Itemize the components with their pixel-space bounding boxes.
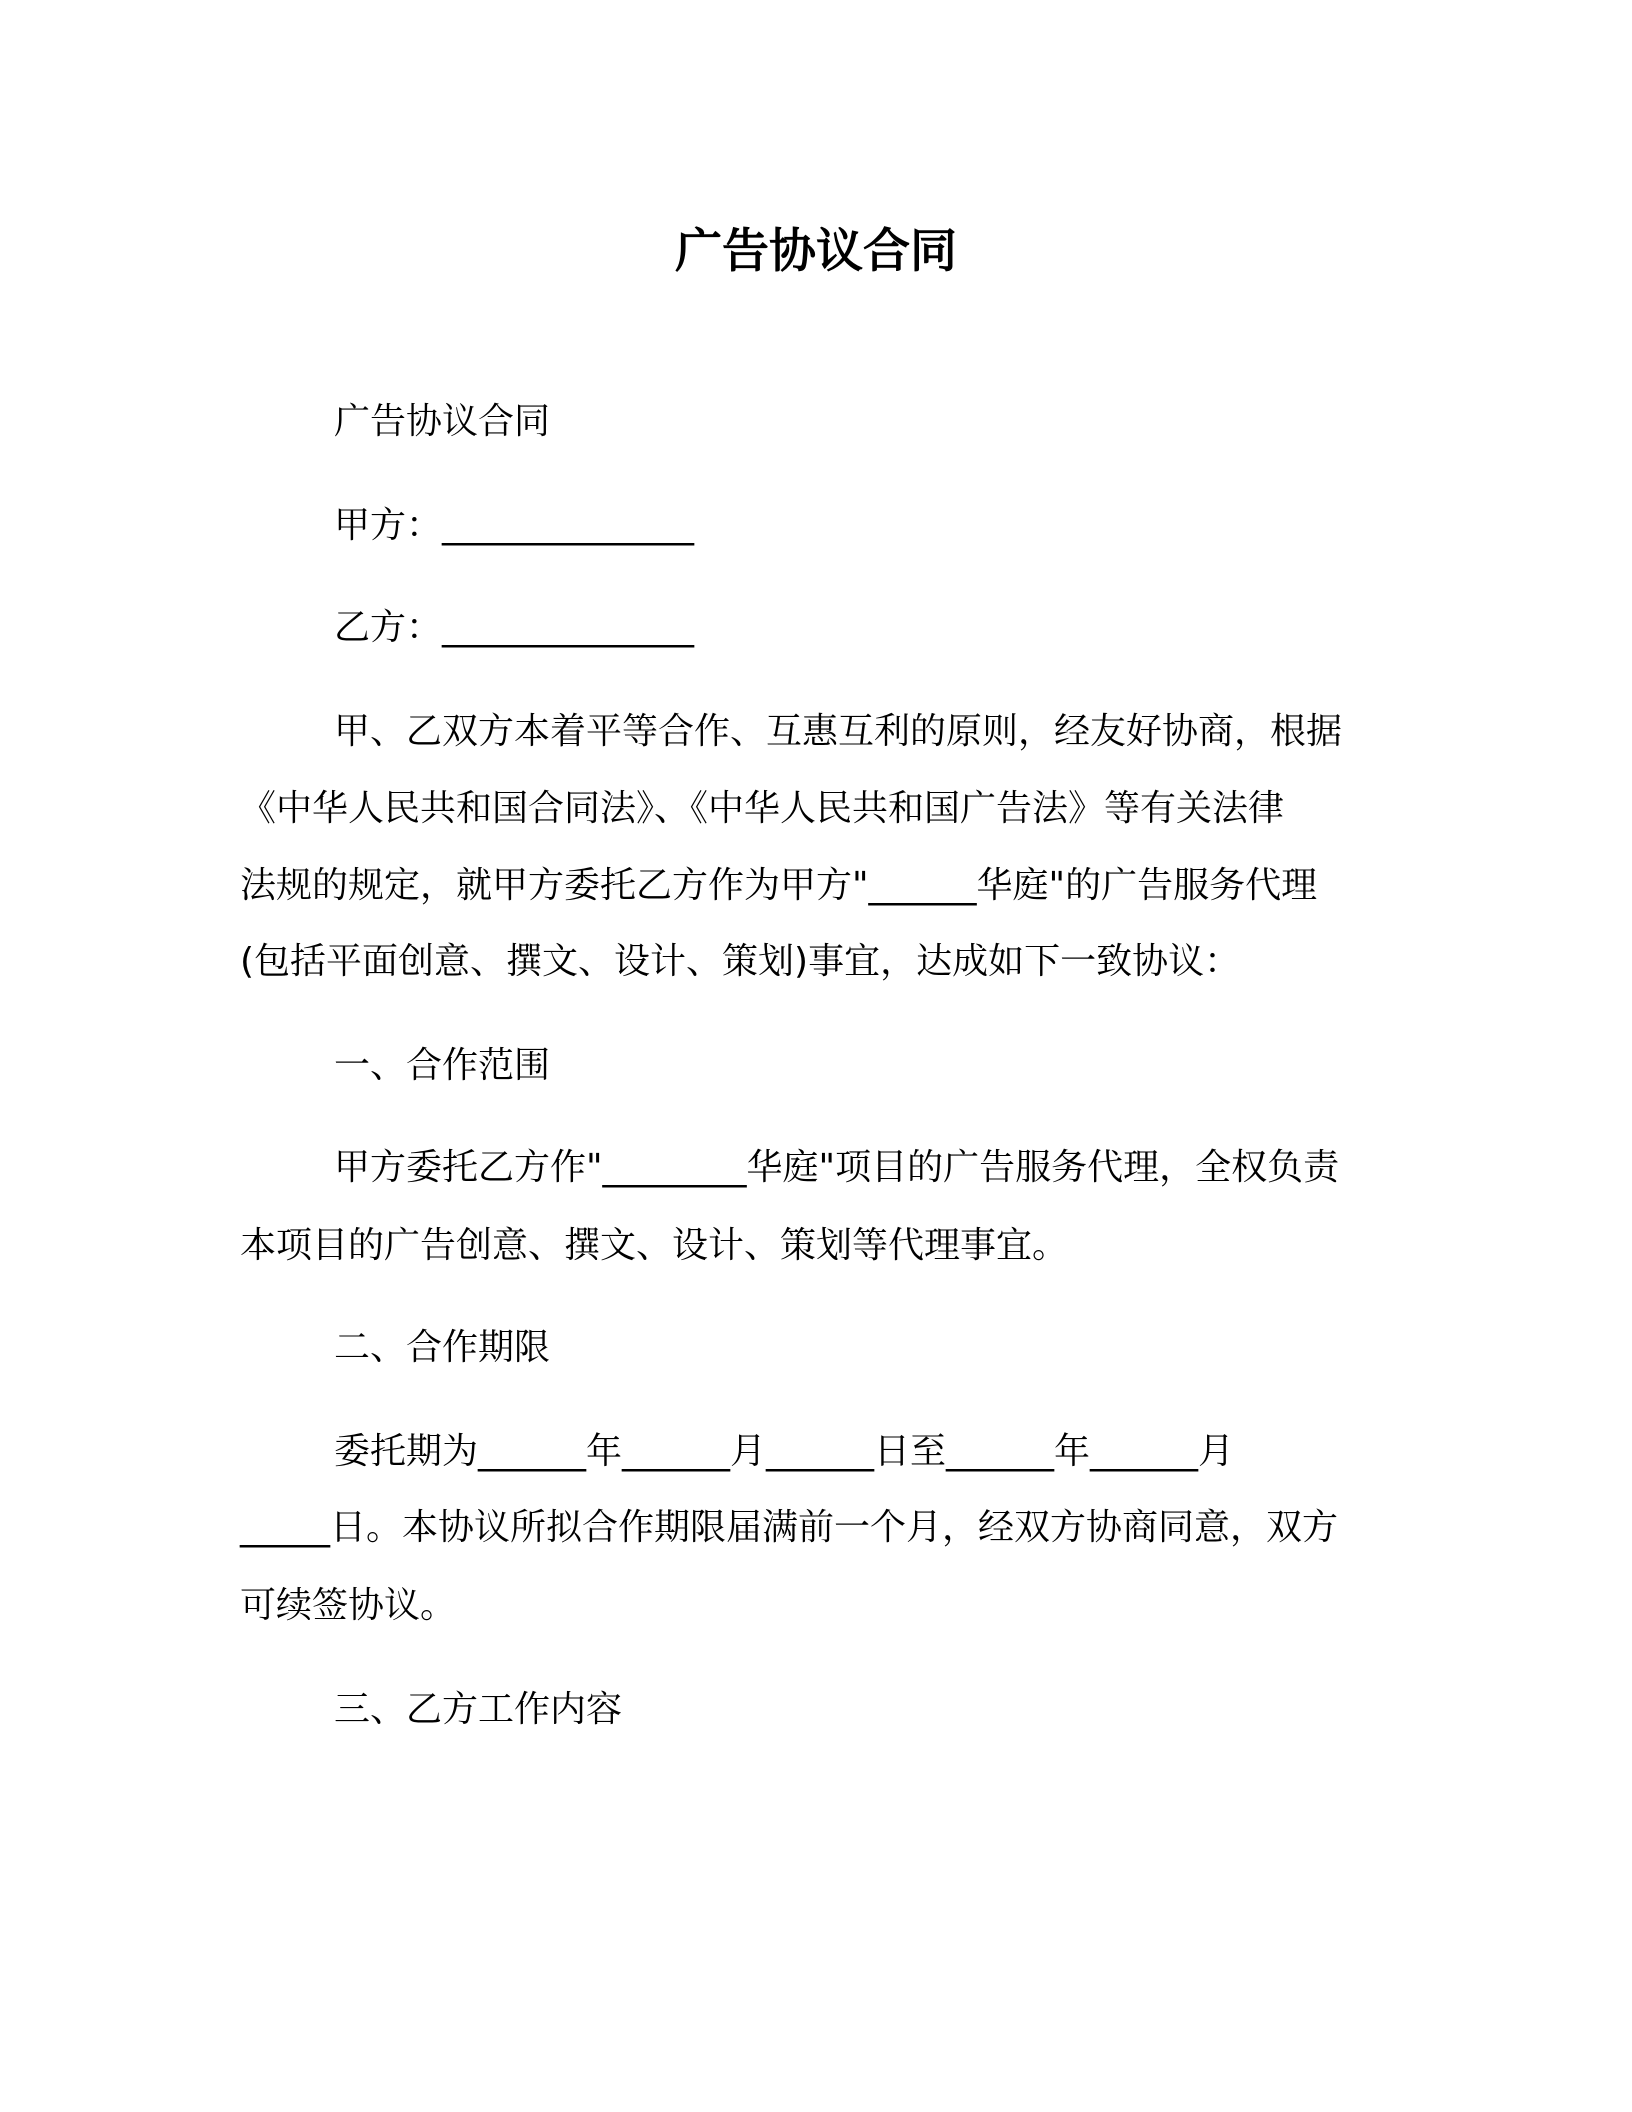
section-heading: 三、乙方工作内容 <box>334 1689 623 1730</box>
intro-line: 法规的规定，就甲方委托乙方作为甲方"______华庭"的广告服务代理 <box>240 865 1318 906</box>
party-b-line: 乙方：______________ <box>334 607 695 648</box>
section-heading: 二、合作期限 <box>334 1327 551 1368</box>
section1-body-line: 本项目的广告创意、撰文、设计、策划等代理事宜。 <box>240 1225 1069 1266</box>
section-heading: 一、合作范围 <box>334 1045 551 1086</box>
section1-body-line: 甲方委托乙方作"________华庭"项目的广告服务代理，全权负责 <box>334 1147 1340 1188</box>
document-title: 广告协议合同 <box>675 224 957 279</box>
section2-body-line: 可续签协议。 <box>240 1585 457 1626</box>
intro-line: 甲、乙双方本着平等合作、互惠互利的原则，经友好协商，根据 <box>334 711 1343 752</box>
intro-line: 《中华人民共和国合同法》、《中华人民共和国广告法》等有关法律 <box>240 788 1285 829</box>
section2-body-line: _____日。本协议所拟合作期限届满前一个月，经双方协商同意，双方 <box>240 1507 1339 1548</box>
section2-body-line: 委托期为______年______月______日至______年______月 <box>334 1431 1235 1472</box>
document-subtitle: 广告协议合同 <box>334 401 551 442</box>
intro-line: (包括平面创意、撰文、设计、策划)事宜，达成如下一致协议： <box>240 941 1241 982</box>
party-a-line: 甲方：______________ <box>334 505 695 546</box>
